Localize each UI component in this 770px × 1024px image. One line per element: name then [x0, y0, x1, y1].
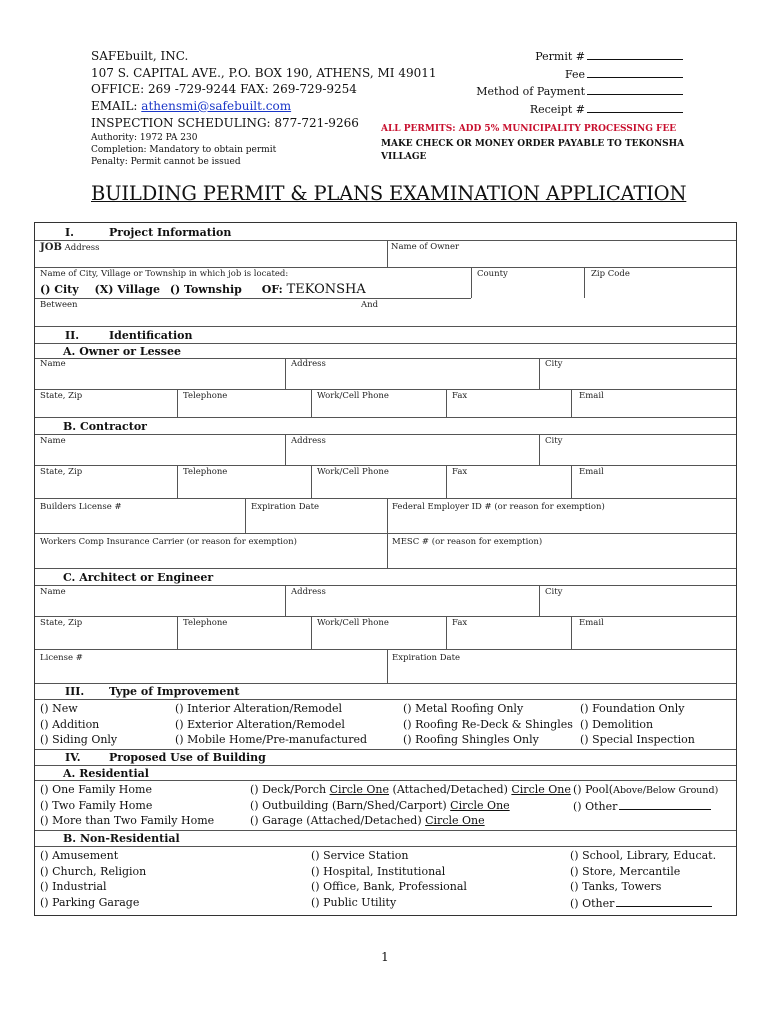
federal-employer-id-input[interactable]: Federal Employer ID # (or reason for exemption)	[392, 502, 605, 512]
option-mobile-home[interactable]: () Mobile Home/Pre-manufactured	[175, 733, 368, 746]
builders-license-input[interactable]: Builders License #	[40, 502, 122, 512]
between-field[interactable]: Between	[40, 300, 78, 310]
nonres-column-3	[570, 848, 716, 910]
option-addition[interactable]: () Addition	[40, 717, 100, 731]
owner-lessee-heading: A. Owner or Lessee	[63, 345, 181, 358]
option-one-family[interactable]: () One Family Home	[40, 783, 152, 796]
contractor-city-input[interactable]: City	[545, 436, 563, 446]
option-res-other[interactable]	[573, 798, 718, 814]
option-demolition[interactable]: () Demolition	[580, 717, 654, 731]
option-metal-roofing[interactable]: () Metal Roofing Only	[403, 702, 524, 715]
option-new[interactable]: () New	[40, 702, 78, 715]
payable-notice-line1: MAKE CHECK OR MONEY ORDER PAYABLE TO TEKONSHA	[381, 139, 685, 149]
option-roofing-redeck[interactable]: () Roofing Re-Deck & Shingles	[403, 717, 573, 731]
payable-notice	[381, 138, 684, 164]
option-tanks-towers[interactable]: () Tanks, Towers	[570, 880, 662, 893]
contractor-address-input[interactable]: Address	[291, 436, 326, 446]
page-number: 1	[381, 950, 389, 964]
option-foundation-only[interactable]: () Foundation Only	[580, 702, 685, 715]
res-other-label: () Other	[573, 799, 618, 813]
owner-fax-input[interactable]: Fax	[452, 391, 468, 401]
option-nonres-other[interactable]	[570, 895, 716, 911]
option-industrial[interactable]: () Industrial	[40, 880, 107, 893]
payment-method-field	[440, 83, 683, 101]
owner-work-cell-input[interactable]: Work/Cell Phone	[317, 391, 389, 401]
municipality-name: TEKONSHA	[286, 282, 366, 297]
option-parking-garage[interactable]: () Parking Garage	[40, 895, 140, 909]
res-other-blank[interactable]	[619, 798, 711, 810]
contractor-state-zip-input[interactable]: State, Zip	[40, 467, 83, 477]
option-two-family[interactable]: () Two Family Home	[40, 798, 153, 812]
receipt-label: Receipt #	[529, 102, 585, 116]
residential-column-1	[40, 782, 214, 829]
option-township[interactable]: () Township	[169, 283, 242, 296]
authority-text: Authority: 1972 PA 230	[91, 132, 198, 143]
nonres-other-blank[interactable]	[616, 895, 712, 907]
option-interior-alteration[interactable]: () Interior Alteration/Remodel	[175, 702, 343, 715]
permit-label: Permit #	[535, 50, 585, 63]
option-service-station[interactable]: () Service Station	[311, 849, 409, 862]
architect-expiration-input[interactable]: Expiration Date	[392, 653, 461, 663]
architect-license-input[interactable]: License #	[40, 653, 83, 663]
deck-circle-one: Circle One	[329, 783, 390, 796]
architect-name-input[interactable]: Name	[40, 587, 66, 597]
section-4-number: IV.	[65, 751, 81, 764]
workers-comp-input[interactable]: Workers Comp Insurance Carrier (or reason for exemption)	[40, 537, 297, 547]
contractor-fax-input[interactable]: Fax	[452, 467, 468, 477]
company-name: SAFEbuilt, INC.	[91, 49, 189, 63]
architect-address-input[interactable]: Address	[291, 587, 326, 597]
office-use-fields	[440, 48, 683, 118]
deck-circle-one-2: Circle One	[511, 783, 571, 796]
option-pool[interactable]	[573, 782, 718, 798]
nonres-column-1	[40, 848, 146, 910]
outbuilding-circle-one: Circle One	[450, 798, 510, 812]
pool-above-below: Above/Below Ground)	[613, 785, 719, 796]
payable-notice-line2: VILLAGE	[381, 152, 427, 162]
architect-fax-input[interactable]: Fax	[452, 618, 468, 628]
residential-heading: A. Residential	[63, 767, 149, 780]
nonresidential-heading: B. Non-Residential	[63, 832, 180, 845]
of-label: OF:	[261, 283, 283, 296]
completion-text: Completion: Mandatory to obtain permit	[91, 144, 277, 155]
contractor-work-cell-input[interactable]: Work/Cell Phone	[317, 467, 389, 477]
section-3-number: III.	[65, 685, 85, 698]
option-garage[interactable]	[250, 813, 571, 829]
owner-telephone-input[interactable]: Telephone	[183, 391, 228, 401]
section-1-heading: Project Information	[109, 226, 232, 239]
deck-label: () Deck/Porch	[250, 783, 330, 796]
option-city[interactable]: () City	[40, 283, 79, 296]
contractor-name-input[interactable]: Name	[40, 436, 66, 446]
section-3-heading: Type of Improvement	[109, 685, 240, 698]
option-roofing-shingles[interactable]: () Roofing Shingles Only	[403, 733, 539, 746]
option-public-utility[interactable]: () Public Utility	[311, 895, 397, 909]
option-outbuilding[interactable]	[250, 798, 571, 814]
county-field[interactable]: County	[477, 269, 508, 279]
owner-city-input[interactable]: City	[545, 359, 563, 369]
payment-method-blank[interactable]	[587, 83, 683, 95]
company-phones: OFFICE: 269 -729-9244 FAX: 269-729-9254	[91, 82, 357, 96]
option-siding-only[interactable]: () Siding Only	[40, 733, 118, 746]
mesc-input[interactable]: MESC # (or reason for exemption)	[392, 537, 543, 547]
residential-column-3	[573, 782, 718, 813]
owner-address-input[interactable]: Address	[291, 359, 326, 369]
option-amusement[interactable]: () Amusement	[40, 849, 119, 862]
architect-heading: C. Architect or Engineer	[63, 571, 214, 584]
penalty-text: Penalty: Permit cannot be issued	[91, 156, 241, 167]
job-address-label: Address	[64, 243, 100, 253]
job-location-question: Name of City, Village or Township in which job is located:	[40, 269, 289, 279]
option-multi-family[interactable]: () More than Two Family Home	[40, 814, 215, 827]
option-church[interactable]: () Church, Religion	[40, 864, 147, 878]
option-store-mercantile[interactable]: () Store, Mercantile	[570, 864, 681, 878]
fee-label: Fee	[564, 67, 585, 81]
architect-city-input[interactable]: City	[545, 587, 563, 597]
architect-work-cell-input[interactable]: Work/Cell Phone	[317, 618, 389, 628]
and-field[interactable]: And	[361, 300, 379, 310]
company-address: 107 S. CAPITAL AVE., P.O. BOX 190, ATHENS, MI 49011	[91, 65, 437, 80]
method-label: Method of Payment	[476, 85, 585, 98]
owner-state-zip-input[interactable]: State, Zip	[40, 391, 83, 401]
option-village[interactable]: (X) Village	[94, 283, 160, 296]
inspection-scheduling: INSPECTION SCHEDULING: 877-721-9266	[91, 116, 359, 130]
contractor-expiration-input[interactable]: Expiration Date	[251, 502, 320, 512]
job-label: JOB	[40, 242, 62, 253]
email-label: EMAIL:	[91, 98, 138, 113]
jurisdiction-options	[40, 282, 366, 298]
improvement-column-4	[580, 701, 695, 748]
receipt-blank[interactable]	[587, 101, 683, 113]
section-1-number: I.	[65, 226, 74, 239]
nonres-other-label: () Other	[570, 896, 615, 910]
permit-number-field	[440, 48, 683, 66]
improvement-column-2	[175, 701, 367, 748]
zip-code-field[interactable]: Zip Code	[591, 269, 630, 279]
option-school-library[interactable]: () School, Library, Educat.	[570, 849, 717, 862]
fee-field	[440, 66, 683, 84]
owner-name-input[interactable]: Name	[40, 359, 66, 369]
option-hospital[interactable]: () Hospital, Institutional	[311, 864, 446, 878]
option-deck-porch[interactable]	[250, 782, 571, 798]
deck-attached-detached: (Attached/Detached)	[389, 783, 512, 796]
job-address-field[interactable]	[40, 242, 99, 253]
architect-email-input[interactable]: Email	[579, 618, 604, 628]
contractor-email-input[interactable]: Email	[579, 467, 604, 477]
application-form	[34, 222, 737, 916]
architect-telephone-input[interactable]: Telephone	[183, 618, 228, 628]
improvement-column-3	[403, 701, 573, 748]
permit-number-blank[interactable]	[587, 48, 683, 60]
garage-circle-one: Circle One	[425, 814, 485, 827]
contractor-heading: B. Contractor	[63, 420, 147, 433]
outbuilding-label: () Outbuilding (Barn/Shed/Carport)	[250, 798, 451, 812]
garage-label: () Garage (Attached/Detached)	[250, 814, 426, 827]
option-special-inspection[interactable]: () Special Inspection	[580, 733, 695, 746]
nonres-column-2	[311, 848, 467, 910]
pool-label: () Pool(	[573, 783, 614, 796]
residential-column-2	[250, 782, 571, 829]
company-email-line	[91, 98, 437, 115]
email-link[interactable]: athensmi@safebuilt.com	[141, 98, 292, 113]
processing-fee-notice: ALL PERMITS: ADD 5% MUNICIPALITY PROCESSING FEE	[381, 124, 677, 134]
section-2-heading: Identification	[109, 329, 193, 342]
contractor-telephone-input[interactable]: Telephone	[183, 467, 228, 477]
form-title: BUILDING PERMIT & PLANS EXAMINATION APPLICATION	[91, 182, 687, 205]
section-4-heading: Proposed Use of Building	[109, 751, 266, 764]
architect-state-zip-input[interactable]: State, Zip	[40, 618, 83, 628]
improvement-column-1	[40, 701, 117, 748]
owner-name-field[interactable]: Name of Owner	[391, 242, 460, 252]
fee-blank[interactable]	[587, 66, 683, 78]
receipt-field	[440, 101, 683, 119]
owner-email-input[interactable]: Email	[579, 391, 604, 401]
option-office-bank[interactable]: () Office, Bank, Professional	[311, 880, 467, 893]
section-2-number: II.	[65, 329, 80, 342]
option-exterior-alteration[interactable]: () Exterior Alteration/Remodel	[175, 717, 345, 731]
